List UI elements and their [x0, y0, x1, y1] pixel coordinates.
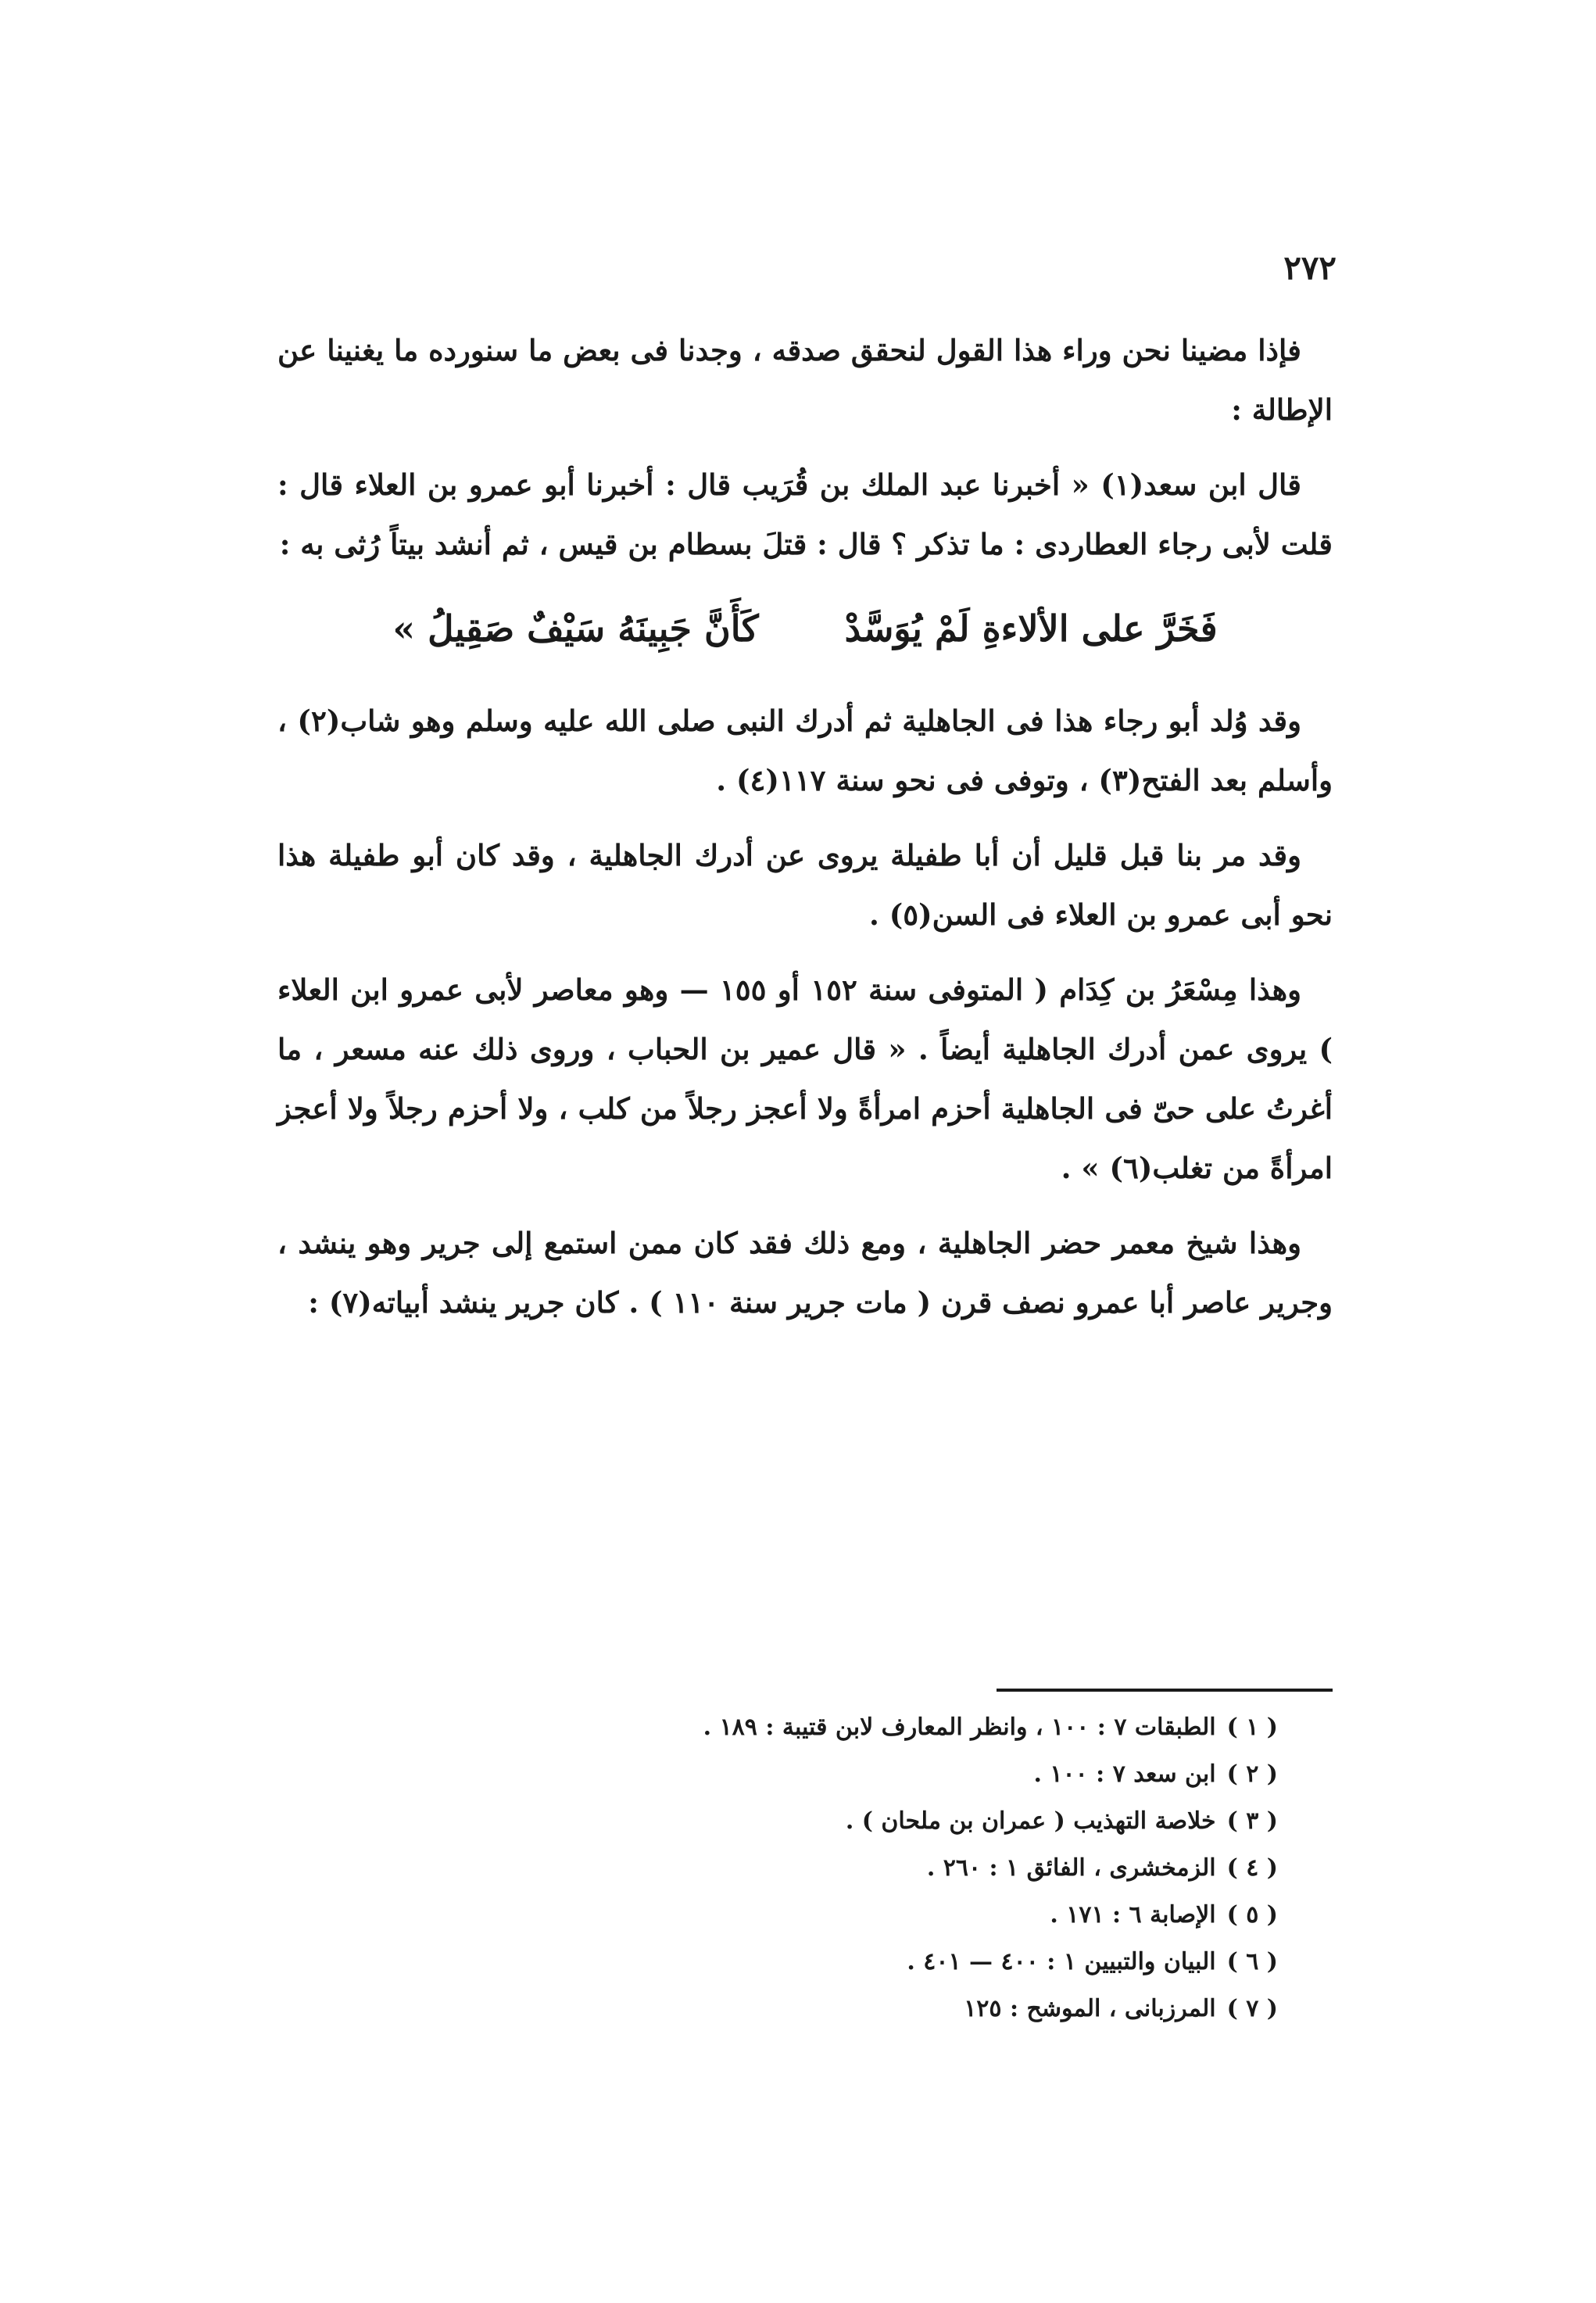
footnote-text: خلاصة التهذيب ( عمران بن ملحان ) . [845, 1807, 1216, 1835]
footnote [469, 1939, 1278, 1986]
footnote [469, 1751, 1278, 1798]
page-number: ٢٧٢ [1283, 249, 1337, 287]
footnote [469, 1892, 1278, 1939]
footnote-number: ( ٦ ) [1226, 1948, 1278, 1975]
verse-hemistich-first: فَخَرَّ على الألاءةِ لَمْ يُوَسَّدْ [844, 607, 1218, 650]
paragraph: وهذا مِسْعَرُ بن كِدَام ( المتوفى سنة ١٥٢ أو ١٥٥ — وهو معاصر لأبى عمرو ابن العلاء ) يروى عمن أدرك الجاهلية أيضاً . « قال عمير بن الحباب ، وروى ذلك عنه مسعر ، ما أغرتُ على حىّ فى الجاهلية أحزم امرأةً ولا أعجز رجلاً من كلب ، ولا أحزم رجلاً ولا أعجز امرأةً من تغلب(٦) » . [277, 972, 1333, 1185]
footnote [469, 1798, 1278, 1845]
footnote [469, 1986, 1278, 2033]
paragraph: وقد وُلد أبو رجاء هذا فى الجاهلية ثم أدرك النبى صلى الله عليه وسلم وهو شاب(٢) ، وأسلم بعد الفتح(٣) ، وتوفى فى نحو سنة ١١٧(٤) . [277, 704, 1333, 797]
footnote-text: الإصابة ٦ : ١٧١ . [1050, 1901, 1216, 1929]
footnote-number: ( ٧ ) [1226, 1995, 1278, 2022]
footnote [469, 1845, 1278, 1892]
footnote-number: ( ٤ ) [1226, 1854, 1278, 1882]
paragraph: قال ابن سعد(١) « أخبرنا عبد الملك بن قُرَيب قال : أخبرنا أبو عمرو بن العلاء قال : قلت لأبى رجاء العطاردى : ما تذكر ؟ قال : قتلَ بسطام بن قيس ، ثم أنشد بيتاً رُثى به : [277, 467, 1333, 561]
footnote-number: ( ١ ) [1226, 1714, 1278, 1741]
footnote-text: البيان والتبيين ١ : ٤٠٠ — ٤٠١ . [907, 1948, 1216, 1975]
footnote-number: ( ٢ ) [1226, 1760, 1278, 1788]
paragraph: وهذا شيخ معمر حضر الجاهلية ، ومع ذلك فقد كان ممن استمع إلى جرير وهو ينشد ، وجرير عاصر أبا عمرو نصف قرن ( مات جرير سنة ١١٠ ) . كان جرير ينشد أبياته(٧) : [277, 1226, 1333, 1320]
paragraph: وقد مر بنا قبل قليل أن أبا طفيلة يروى عن أدرك الجاهلية ، وقد كان أبو طفيلة هذا نحو أبى عمرو بن العلاء فى السن(٥) . [277, 838, 1333, 932]
main-text [277, 321, 1333, 1348]
footnote-text: الزمخشرى ، الفائق ١ : ٢٦٠ . [926, 1854, 1216, 1882]
footnote [469, 1704, 1278, 1751]
footnote-text: الطبقات ٧ : ١٠٠ ، وانظر المعارف لابن قتيبة : ١٨٩ . [703, 1714, 1216, 1741]
poetry-verse [277, 589, 1333, 668]
footnote-text: المرزبانى ، الموشح : ١٢٥ [964, 1995, 1216, 2022]
footnote-number: ( ٥ ) [1226, 1901, 1278, 1929]
footnotes-list [469, 1704, 1278, 2033]
verse-hemistich-second: كَأَنَّ جَبِينَهُ سَيْفٌ صَقِيلُ » [392, 607, 759, 650]
footnote-text: ابن سعد ٧ : ١٠٠ . [1033, 1760, 1216, 1788]
footnote-divider [997, 1689, 1333, 1692]
paragraph: فإذا مضينا نحن وراء هذا القول لنحقق صدقه ، وجدنا فى بعض ما سنورده ما يغنينا عن الإطالة : [277, 333, 1333, 427]
footnote-number: ( ٣ ) [1226, 1807, 1278, 1835]
